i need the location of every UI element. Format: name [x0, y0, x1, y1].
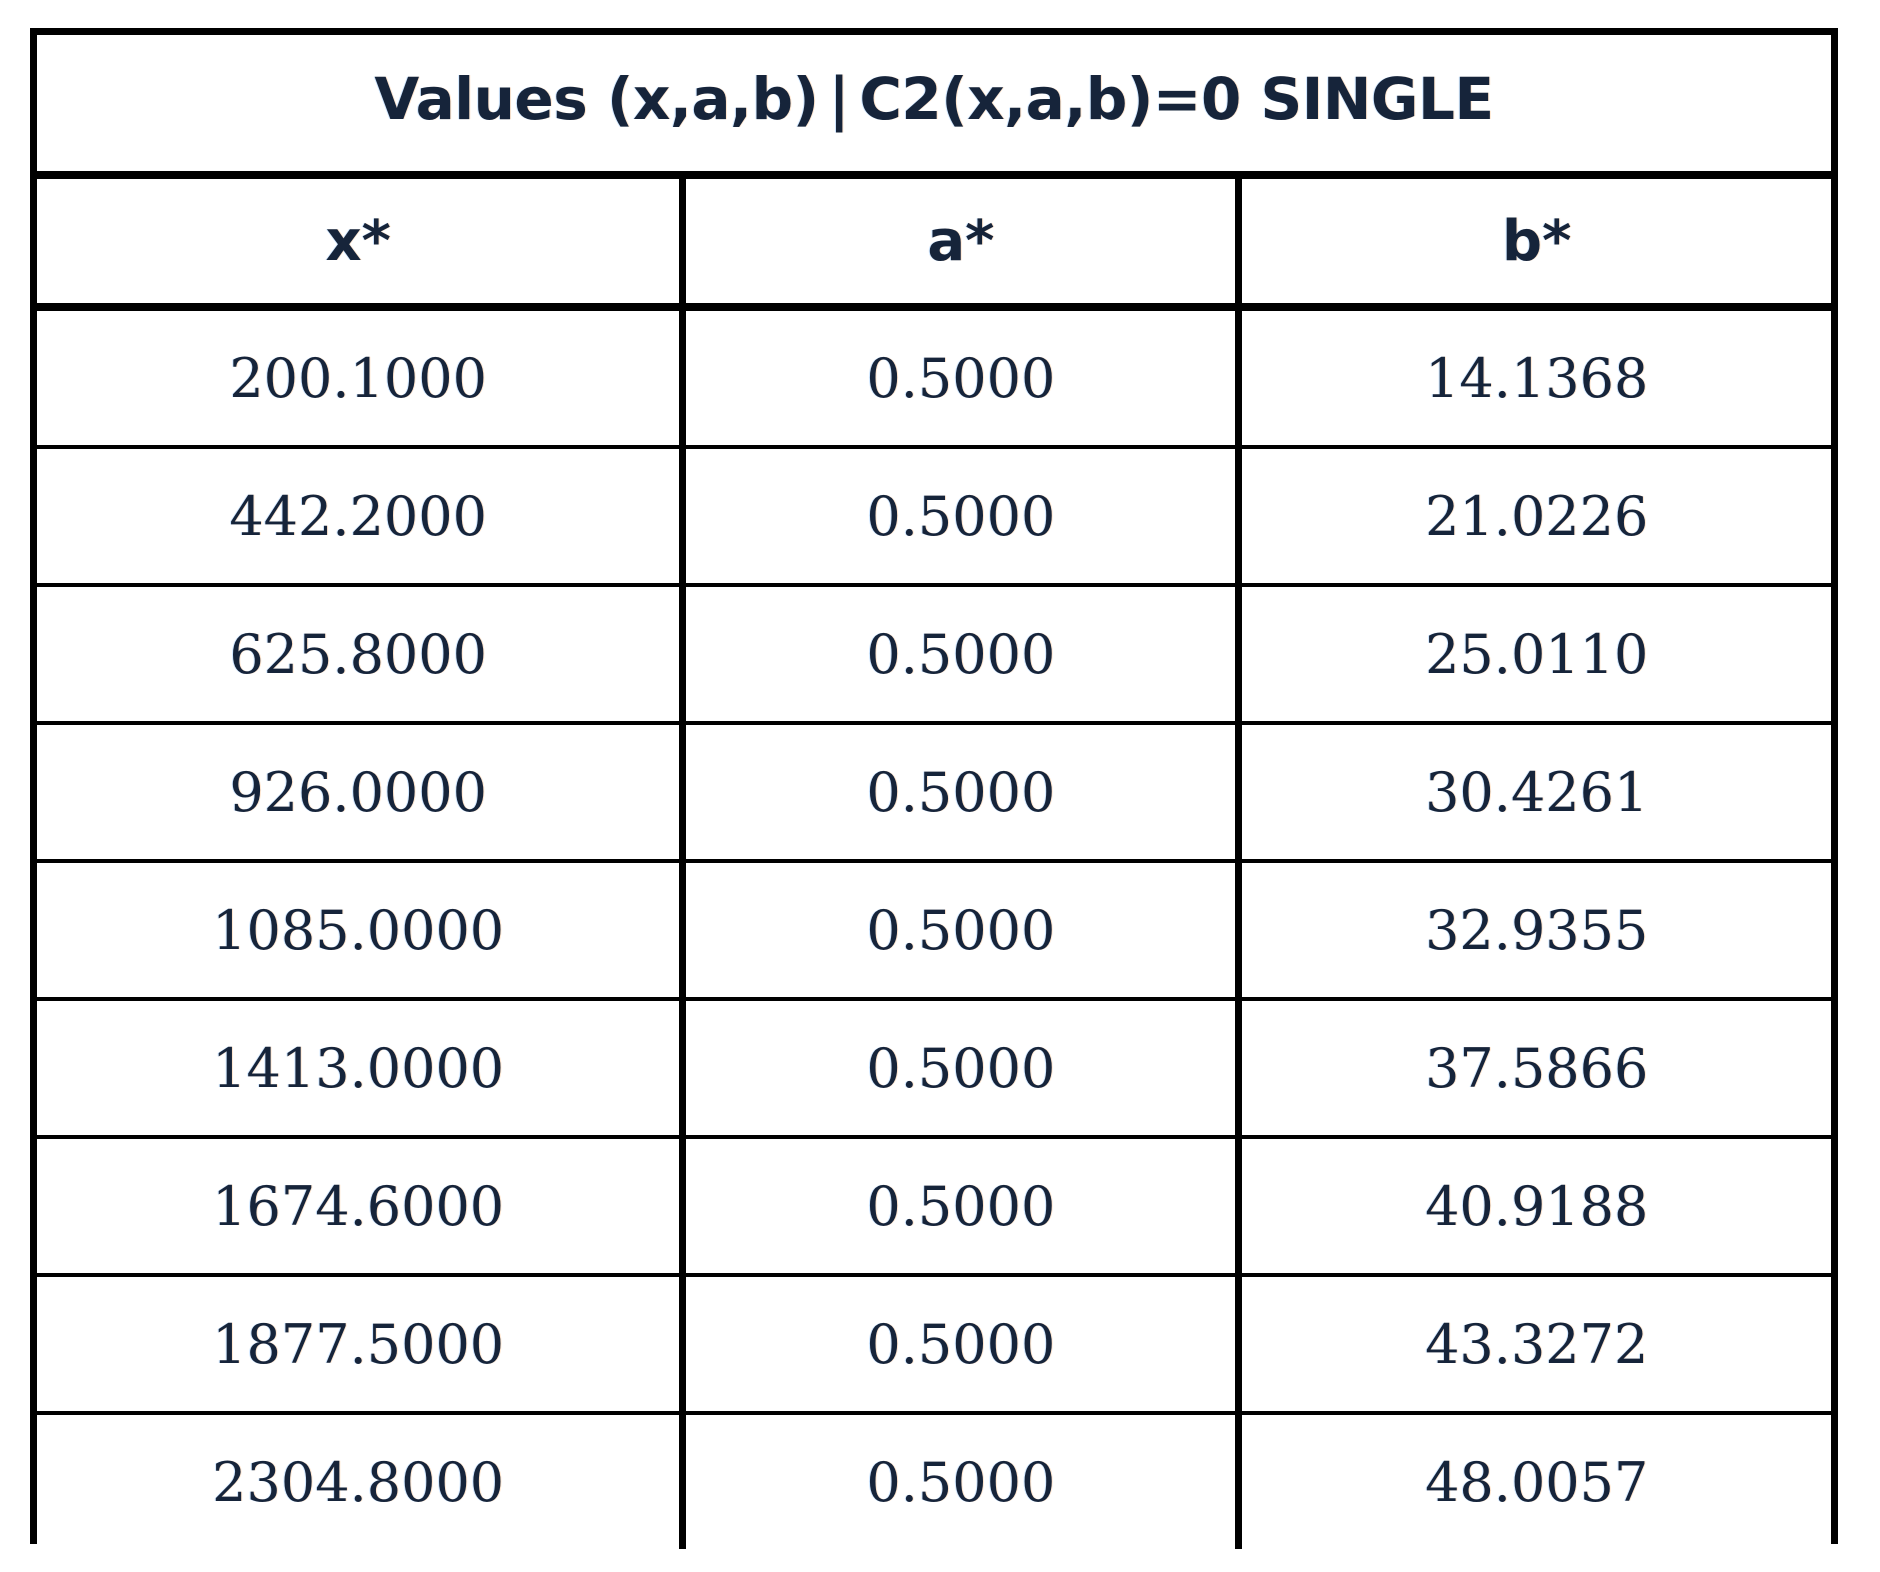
- results-table-container: [30, 28, 1838, 1544]
- cell-a: 0.5000: [683, 999, 1239, 1137]
- table-body: [37, 307, 1831, 1549]
- table-row: [37, 1275, 1831, 1413]
- cell-a: 0.5000: [683, 1137, 1239, 1275]
- cell-x: 926.0000: [37, 723, 683, 861]
- cell-a: 0.5000: [683, 861, 1239, 999]
- table-title: [37, 35, 1831, 175]
- cell-x: 625.8000: [37, 585, 683, 723]
- table-row: [37, 723, 1831, 861]
- table-column-header-row: [37, 175, 1831, 307]
- cell-x: 442.2000: [37, 447, 683, 585]
- cell-b: 25.0110: [1239, 585, 1831, 723]
- column-header-a: a*: [683, 175, 1239, 307]
- cell-x: 1413.0000: [37, 999, 683, 1137]
- cell-x: 2304.8000: [37, 1413, 683, 1549]
- cell-b: 40.9188: [1239, 1137, 1831, 1275]
- cell-x: 1085.0000: [37, 861, 683, 999]
- cell-a: 0.5000: [683, 307, 1239, 447]
- cell-a: 0.5000: [683, 585, 1239, 723]
- cell-a: 0.5000: [683, 723, 1239, 861]
- table-title-left: Values (x,a,b): [374, 65, 819, 133]
- table-title-row: [37, 35, 1831, 175]
- column-header-b: b*: [1239, 175, 1831, 307]
- table-title-separator: |: [828, 65, 850, 133]
- table-header: [37, 35, 1831, 307]
- table-row: [37, 447, 1831, 585]
- table-row: [37, 585, 1831, 723]
- cell-a: 0.5000: [683, 1275, 1239, 1413]
- cell-b: 37.5866: [1239, 999, 1831, 1137]
- table-row: [37, 1137, 1831, 1275]
- cell-b: 21.0226: [1239, 447, 1831, 585]
- table-title-right: C2(x,a,b)=0 SINGLE: [859, 65, 1494, 133]
- cell-b: 14.1368: [1425, 346, 1649, 410]
- cell-b: 43.3272: [1239, 1275, 1831, 1413]
- cell-x: 1877.5000: [37, 1275, 683, 1413]
- values-table: [37, 35, 1831, 1549]
- table-row: [37, 861, 1831, 999]
- table-row: [37, 1413, 1831, 1549]
- cell-b: 30.4261: [1239, 723, 1831, 861]
- cell-a: 0.5000: [683, 447, 1239, 585]
- cell-x: 200.1000: [37, 307, 683, 447]
- cell-x: 1674.6000: [37, 1137, 683, 1275]
- table-row: [37, 307, 1831, 447]
- cell-a: 0.5000: [683, 1413, 1239, 1549]
- cell-b: 48.0057: [1239, 1413, 1831, 1549]
- cell-b: 32.9355: [1239, 861, 1831, 999]
- column-header-x: x*: [37, 175, 683, 307]
- table-row: [37, 999, 1831, 1137]
